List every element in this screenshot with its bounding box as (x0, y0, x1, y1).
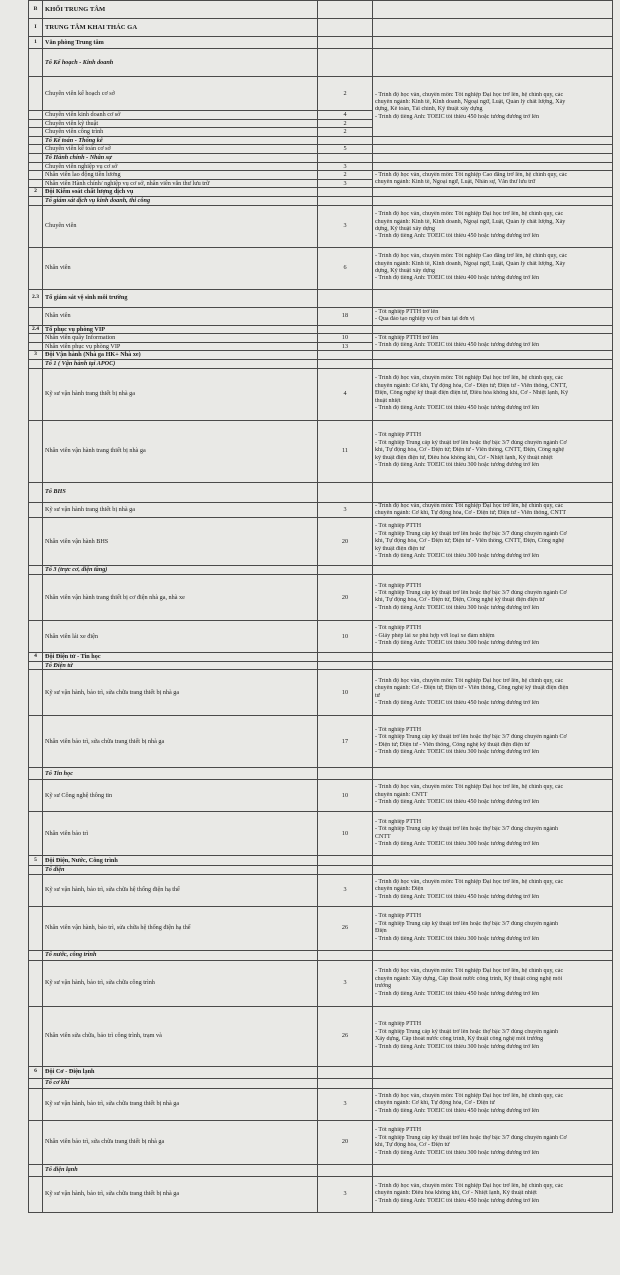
job-requirements: - Tốt nghiệp PTTH - Tốt nghiệp Trung cấp kỹ thuật trở lên hoặc thợ bậc 3/7 đúng chuyên ngành Cơ khí, Tự động hóa, Cơ - Điện tử - Trình độ tiếng Anh: TOEIC tối thiểu 300 hoặc tương đương trở lên (373, 1120, 613, 1164)
group-label: Tổ nước, công trình (43, 950, 318, 960)
job-count: 3 (318, 205, 373, 247)
job-title: Chuyên viên kế toán cơ sở (43, 145, 318, 154)
section-index: 2.3 (29, 289, 43, 307)
job-count: 2 (318, 171, 373, 180)
job-requirements: - Trình độ học vấn, chuyên môn: Tốt nghiệp Đại học trở lên, hệ chính quy, các chuyên ngành: CNTT - Trình độ tiếng Anh: TOEIC tối thiểu 450 hoặc tương đương trở lên (373, 780, 613, 812)
job-title: Chuyên viên kế hoạch cơ sở (43, 77, 318, 111)
job-title: Nhân viên (43, 307, 318, 325)
job-title: Nhân viên vận hành, bảo trì, sửa chữa hệ thống điện hạ thế (43, 906, 318, 950)
section-label: Đội Vận hành (Nhà ga HK+ Nhà xe) (43, 351, 318, 360)
job-requirements: - Trình độ học vấn, chuyên môn: Tốt nghiệp Đại học trở lên, hệ chính quy, các chuyên ngành: Kinh tế, Kinh doanh, Ngoại ngữ, Luật, Quản lý chất lượng, Xây dựng, Kế toán, Tài chính, Kỹ thuật xây dựng - Trình độ tiếng Anh: TOEIC tối thiểu 450 hoặc tương đương trở lên (373, 77, 613, 137)
job-title: Chuyên viên kỹ thuật (43, 119, 318, 128)
group-label: Tổ giám sát dịch vụ kinh doanh, thi công (43, 196, 318, 205)
job-requirements: - Tốt nghiệp PTTH - Tốt nghiệp Trung cấp kỹ thuật trở lên hoặc thợ bậc 3/7 đúng chuyên ngành Cơ khí, Tự động hóa, Cơ - Điện tử; Điện tử - Viễn thông, CNTT, Điện, Công nghệ kỹ thuật điện điện tử - Trình độ tiếng Anh: TOEIC tối thiểu 300 hoặc tương đương trở lên (373, 518, 613, 566)
job-requirements: - Trình độ học vấn, chuyên môn: Tốt nghiệp Đại học trở lên, hệ chính quy, các chuyên ngành: Cơ khí, Tự động hóa, Cơ - Điện tử - Trình độ tiếng Anh: TOEIC tối thiểu 450 hoặc tương đương trở lên (373, 1088, 613, 1120)
job-row (29, 574, 613, 620)
job-requirements: - Tốt nghiệp PTTH trở lên - Trình độ tiếng Anh: TOEIC tối thiểu 450 hoặc tương đương trở lên (373, 334, 613, 351)
group-row (29, 661, 613, 670)
job-row (29, 716, 613, 768)
group-label: Tổ 1 ( Vận hành tại APOC) (43, 359, 318, 368)
job-requirements: - Trình độ học vấn, chuyên môn: Tốt nghiệp Đại học trở lên, hệ chính quy, các chuyên ngành: Điều hòa không khí, Cơ - Nhiệt lạnh, Kỹ thuật nhiệt - Trình độ tiếng Anh: TOEIC tối thiểu 450 hoặc tương đương trở lên (373, 1176, 613, 1212)
job-row (29, 874, 613, 906)
job-row (29, 162, 613, 171)
section-index: 6 (29, 1066, 43, 1078)
job-title: Nhân viên vận hành trang thiết bị cơ điện nhà ga, nhà xe (43, 574, 318, 620)
job-row (29, 620, 613, 652)
group-row (29, 49, 613, 77)
job-title: Kỹ sư vận hành, bảo trì, sửa chữa trang thiết bị nhà ga (43, 1088, 318, 1120)
job-requirements: - Tốt nghiệp PTTH trở lên - Qua đào tạo nghiệp vụ cơ bản tại đơn vị (373, 307, 613, 325)
section-label: Đội Điện, Nước, Công trình (43, 856, 318, 866)
job-title: Nhân viên bảo trì, sửa chữa trang thiết bị nhà ga (43, 1120, 318, 1164)
job-title: Nhân viên (43, 247, 318, 289)
job-requirements: - Tốt nghiệp PTTH - Tốt nghiệp Trung cấp kỹ thuật trở lên hoặc thợ bậc 3/7 đúng chuyên ngành Cơ - Điện tử; Điện tử - Viễn thông, Công nghệ kỹ thuật điện điện tử - Trình độ tiếng Anh: TOEIC tối thiểu 300 hoặc tương đương trở lên (373, 716, 613, 768)
job-requirements: - Tốt nghiệp PTTH - Tốt nghiệp Trung cấp kỹ thuật trở lên hoặc thợ bậc 3/7 đúng chuyên ngành Xây dựng, Cấp thoát nước công trình, Kỹ thuật công nghệ môi trường - Trình độ tiếng Anh: TOEIC tối thiểu 300 hoặc tương đương trở lên (373, 1006, 613, 1066)
recruitment-table (28, 0, 613, 1213)
section-row (29, 351, 613, 360)
job-count: 20 (318, 518, 373, 566)
section-label: Tổ phục vụ phòng VIP (43, 325, 318, 334)
job-count: 2 (318, 119, 373, 128)
job-row (29, 670, 613, 716)
section-row (29, 1, 613, 19)
job-title: Nhân viên lao động tiền lương (43, 171, 318, 180)
section-row (29, 325, 613, 334)
job-title: Chuyên viên công trình (43, 128, 318, 137)
job-row (29, 420, 613, 482)
job-requirements: - Trình độ học vấn, chuyên môn: Tốt nghiệp Cao đẳng trở lên, hệ chính quy, các chuyên ngành: Kinh tế, Ngoại ngữ, Luật, Nhân sự, Văn thư lưu trữ (373, 171, 613, 188)
section-index: I (29, 19, 43, 37)
job-row (29, 307, 613, 325)
job-title: Kỹ sư vận hành, bảo trì, sửa chữa công trình (43, 960, 318, 1006)
job-count: 4 (318, 368, 373, 420)
job-count: 5 (318, 145, 373, 154)
section-label: Đội Điện tử - Tin học (43, 652, 318, 661)
group-row (29, 153, 613, 162)
job-row (29, 502, 613, 518)
group-row (29, 136, 613, 145)
group-label: Tổ điện lạnh (43, 1164, 318, 1176)
job-title: Kỹ sư Công nghệ thông tin (43, 780, 318, 812)
group-label: Tổ Hành chính - Nhân sự (43, 153, 318, 162)
job-title: Nhân viên Hành chính/ nghiệp vụ cơ sở, nhân viên văn thư lưu trữ (43, 179, 318, 188)
group-label: Tổ cơ khí (43, 1078, 318, 1088)
job-count: 26 (318, 1006, 373, 1066)
group-row (29, 196, 613, 205)
group-row (29, 359, 613, 368)
group-row (29, 1078, 613, 1088)
job-row (29, 780, 613, 812)
job-row (29, 812, 613, 856)
job-count: 3 (318, 960, 373, 1006)
section-label: KHỐI TRUNG TÂM (43, 1, 318, 19)
job-row (29, 77, 613, 111)
job-requirements: - Tốt nghiệp PTTH - Tốt nghiệp Trung cấp kỹ thuật trở lên hoặc thợ bậc 3/7 đúng chuyên ngành Điện - Trình độ tiếng Anh: TOEIC tối thiểu 300 hoặc tương đương trở lên (373, 906, 613, 950)
job-count: 11 (318, 420, 373, 482)
section-label: Văn phòng Trung tâm (43, 37, 318, 49)
job-requirements: - Tốt nghiệp PTTH - Giấy phép lái xe phù hợp với loại xe đảm nhiệm - Trình độ tiếng Anh: TOEIC tối thiểu 300 hoặc tương đương trở lên (373, 620, 613, 652)
section-row (29, 289, 613, 307)
job-count: 2 (318, 77, 373, 111)
job-title: Chuyên viên (43, 205, 318, 247)
job-title: Nhân viên bảo trì, sửa chữa trang thiết bị nhà ga (43, 716, 318, 768)
job-count: 10 (318, 334, 373, 343)
group-row (29, 950, 613, 960)
job-row (29, 518, 613, 566)
section-index: 1 (29, 37, 43, 49)
group-row (29, 1164, 613, 1176)
job-row (29, 960, 613, 1006)
job-requirements: - Tốt nghiệp PTTH - Tốt nghiệp Trung cấp kỹ thuật trở lên hoặc thợ bậc 3/7 đúng chuyên ngành Cơ khí, Tự động hóa, Cơ - Điện tử; Điện tử - Viễn thông, CNTT, Điện, Công nghệ kỹ thuật điện điện tử, Điều hòa không khí, Cơ - Nhiệt lạnh, Kỹ thuật nhiệt - Trình độ tiếng Anh: TOEIC tối thiểu 300 hoặc tương đương trở lên (373, 420, 613, 482)
job-requirements: - Trình độ học vấn, chuyên môn: Tốt nghiệp Đại học trở lên, hệ chính quy, các chuyên ngành: Cơ khí, Tự động hóa, Cơ - Điện tử; Điện tử - Viễn thông, CNTT (373, 502, 613, 518)
job-requirements: - Trình độ học vấn, chuyên môn: Tốt nghiệp Đại học trở lên, hệ chính quy, các chuyên ngành: Kinh tế, Kinh doanh, Ngoại ngữ, Luật, Quản lý chất lượng, Xây dựng, Kỹ thuật xây dựng - Trình độ tiếng Anh: TOEIC tối thiểu 450 hoặc tương đương trở lên (373, 205, 613, 247)
group-label: Tổ Kế hoạch - Kinh doanh (43, 49, 318, 77)
job-requirements: - Trình độ học vấn, chuyên môn: Tốt nghiệp Đại học trở lên, hệ chính quy, các chuyên ngành: Cơ khí, Tự động hóa, Cơ - Điện tử; Điện tử - Viễn thông, CNTT, Điện, Công nghệ kỹ thuật điện điện tử, Điều hòa không khí, Cơ - Nhiệt lạnh, Kỹ thuật nhiệt - Trình độ tiếng Anh: TOEIC tối thiểu 450 hoặc tương đương trở lên (373, 368, 613, 420)
job-count: 3 (318, 162, 373, 171)
section-index: 2 (29, 188, 43, 197)
group-label: Tổ BHS (43, 482, 318, 502)
job-row (29, 906, 613, 950)
group-label: Tổ điện (43, 866, 318, 875)
job-title: Nhân viên sửa chữa, bảo trì công trình, trạm và (43, 1006, 318, 1066)
section-index: 3 (29, 351, 43, 360)
section-label: Đội Kiểm soát chất lượng dịch vụ (43, 188, 318, 197)
job-count: 3 (318, 179, 373, 188)
job-count: 13 (318, 342, 373, 351)
section-label: TRUNG TÂM KHAI THÁC GA (43, 19, 318, 37)
group-label: Tổ 3 (trực cơ, điện tầng) (43, 566, 318, 575)
job-count: 3 (318, 1176, 373, 1212)
job-row (29, 368, 613, 420)
section-label: Tổ giám sát vệ sinh môi trường (43, 289, 318, 307)
section-index: 4 (29, 652, 43, 661)
job-row (29, 1176, 613, 1212)
section-row (29, 37, 613, 49)
section-index: 5 (29, 856, 43, 866)
job-count: 10 (318, 780, 373, 812)
job-title: Nhân viên vận hành BHS (43, 518, 318, 566)
job-title: Chuyên viên nghiệp vụ cơ sở (43, 162, 318, 171)
job-title: Kỹ sư vận hành trang thiết bị nhà ga (43, 368, 318, 420)
job-count: 10 (318, 670, 373, 716)
section-row (29, 188, 613, 197)
job-title: Kỹ sư vận hành, bảo trì, sửa chữa hệ thống điện hạ thế (43, 874, 318, 906)
job-title: Kỹ sư vận hành trang thiết bị nhà ga (43, 502, 318, 518)
job-row (29, 247, 613, 289)
job-count: 20 (318, 1120, 373, 1164)
job-row (29, 1120, 613, 1164)
job-title: Nhân viên quầy Information (43, 334, 318, 343)
job-row (29, 205, 613, 247)
job-requirements: - Trình độ học vấn, chuyên môn: Tốt nghiệp Đại học trở lên, hệ chính quy, các chuyên ngành: Điện - Trình độ tiếng Anh: TOEIC tối thiểu 450 hoặc tương đương trở lên (373, 874, 613, 906)
job-count: 3 (318, 1088, 373, 1120)
job-count: 26 (318, 906, 373, 950)
job-title: Kỹ sư vận hành, bảo trì, sửa chữa trang thiết bị nhà ga (43, 1176, 318, 1212)
section-row (29, 19, 613, 37)
job-count: 20 (318, 574, 373, 620)
group-row (29, 866, 613, 875)
job-count: 17 (318, 716, 373, 768)
job-requirements: - Tốt nghiệp PTTH - Tốt nghiệp Trung cấp kỹ thuật trở lên hoặc thợ bậc 3/7 đúng chuyên ngành Cơ khí, Tự động hóa, Cơ - Điện tử, Điện, Công nghệ kỹ thuật điện điện tử - Trình độ tiếng Anh: TOEIC tối thiểu 300 hoặc tương đương trở lên (373, 574, 613, 620)
job-count: 3 (318, 502, 373, 518)
group-row (29, 482, 613, 502)
section-row (29, 652, 613, 661)
job-row (29, 171, 613, 180)
job-requirements: - Trình độ học vấn, chuyên môn: Tốt nghiệp Đại học trở lên, hệ chính quy, các chuyên ngành: Cơ - Điện tử; Điện tử - Viễn thông, Công nghệ kỹ thuật điện điện tử - Trình độ tiếng Anh: TOEIC tối thiểu 450 hoặc tương đương trở lên (373, 670, 613, 716)
job-count: 4 (318, 111, 373, 120)
job-title: Nhân viên lái xe điện (43, 620, 318, 652)
group-label: Tổ Kế toán - Thống kê (43, 136, 318, 145)
job-row (29, 145, 613, 154)
job-row (29, 334, 613, 343)
group-label: Tổ Điện tử (43, 661, 318, 670)
section-index: 2.4 (29, 325, 43, 334)
job-count: 2 (318, 128, 373, 137)
job-count: 10 (318, 620, 373, 652)
job-title: Chuyên viên kinh doanh cơ sở (43, 111, 318, 120)
job-count: 3 (318, 874, 373, 906)
job-row (29, 1006, 613, 1066)
job-requirements: - Trình độ học vấn, chuyên môn: Tốt nghiệp Cao đẳng trở lên, hệ chính quy, các chuyên ngành: Kinh tế, Kinh doanh, Ngoại ngữ, Luật, Quản lý chất lượng, Xây dựng, Kỹ thuật xây dựng - Trình độ tiếng Anh: TOEIC tối thiểu 400 hoặc tương đương trở lên (373, 247, 613, 289)
job-title: Nhân viên vận hành trang thiết bị nhà ga (43, 420, 318, 482)
job-requirements: - Trình độ học vấn, chuyên môn: Tốt nghiệp Đại học trở lên, hệ chính quy, các chuyên ngành: Xây dựng, Cấp thoát nước công trình, Kỹ thuật công nghệ môi trường - Trình độ tiếng Anh: TOEIC tối thiểu 450 hoặc tương đương trở lên (373, 960, 613, 1006)
job-count: 6 (318, 247, 373, 289)
job-title: Kỹ sư vận hành, bảo trì, sửa chữa trang thiết bị nhà ga (43, 670, 318, 716)
job-title: Nhân viên bảo trì (43, 812, 318, 856)
section-label: Đội Cơ - Điện lạnh (43, 1066, 318, 1078)
group-label: Tổ Tin học (43, 768, 318, 780)
group-row (29, 566, 613, 575)
job-row (29, 1088, 613, 1120)
section-row (29, 1066, 613, 1078)
job-title: Nhân viên phục vụ phòng VIP (43, 342, 318, 351)
group-row (29, 768, 613, 780)
job-requirements: - Tốt nghiệp PTTH - Tốt nghiệp Trung cấp kỹ thuật trở lên hoặc thợ bậc 3/7 đúng chuyên ngành CNTT - Trình độ tiếng Anh: TOEIC tối thiểu 300 hoặc tương đương trở lên (373, 812, 613, 856)
job-count: 10 (318, 812, 373, 856)
section-index: B (29, 1, 43, 19)
job-count: 18 (318, 307, 373, 325)
section-row (29, 856, 613, 866)
